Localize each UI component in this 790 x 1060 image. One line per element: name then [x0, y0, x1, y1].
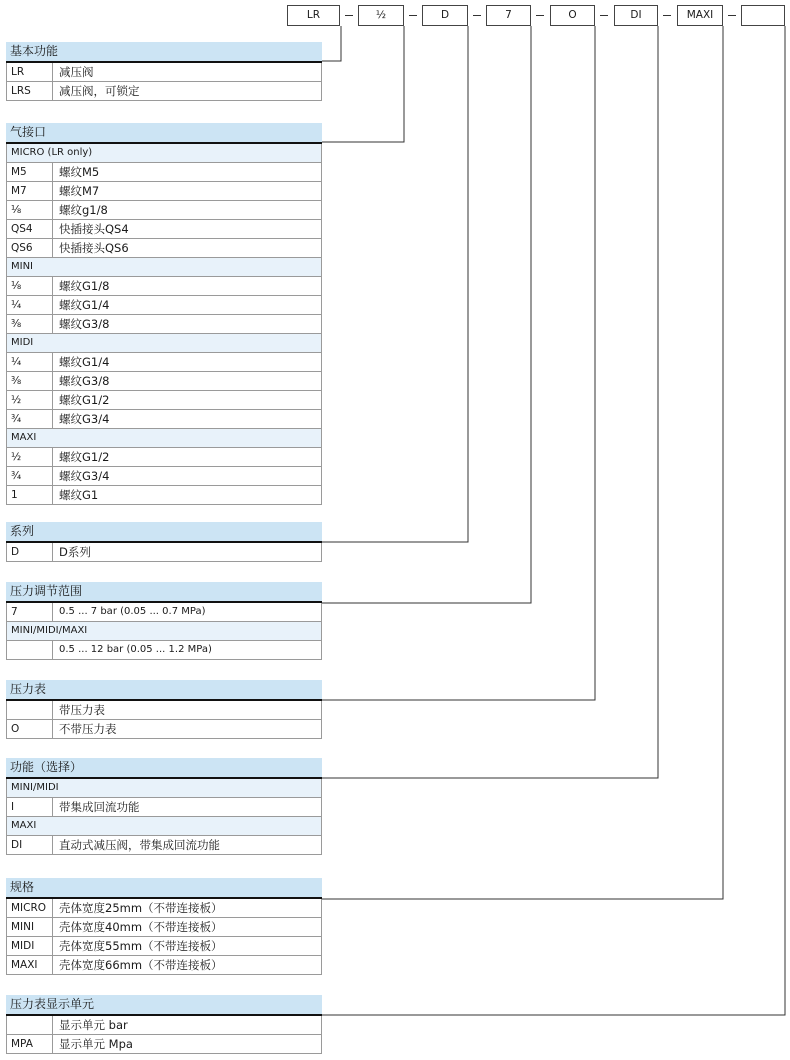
section-title: 规格	[6, 878, 322, 899]
code-separator	[536, 15, 544, 16]
code-separator	[663, 15, 671, 16]
table-row: ¼ 螺纹G1/4	[6, 296, 322, 315]
table-row: DI 直动式减压阀，带集成回流功能	[6, 836, 322, 855]
table-row: ⅛ 螺纹g1/8	[6, 201, 322, 220]
table-row: 显示单元 bar	[6, 1016, 322, 1035]
table-row: 0.5 ... 12 bar (0.05 ... 1.2 MPa)	[6, 641, 322, 660]
table-row: ¾ 螺纹G3/4	[6, 467, 322, 486]
connector-series	[322, 26, 468, 542]
code-separator	[345, 15, 353, 16]
section-title: 系列	[6, 522, 322, 543]
group-label: MAXI	[6, 429, 322, 448]
table-row: 带压力表	[6, 701, 322, 720]
connector-function	[322, 26, 658, 778]
code-box-series: D	[422, 5, 468, 26]
group-label: MIDI	[6, 334, 322, 353]
table-row: ¾ 螺纹G3/4	[6, 410, 322, 429]
code-box-port: ½	[358, 5, 404, 26]
connector-basic	[322, 26, 341, 61]
section-port	[6, 123, 322, 505]
code-box-size: MAXI	[677, 5, 723, 26]
table-row: ⅜ 螺纹G3/8	[6, 315, 322, 334]
table-row: ½ 螺纹G1/2	[6, 391, 322, 410]
table-row: M7 螺纹M7	[6, 182, 322, 201]
table-row: LR 减压阀	[6, 63, 322, 82]
group-label: MINI	[6, 258, 322, 277]
section-function	[6, 758, 322, 855]
table-row: ⅛ 螺纹G1/8	[6, 277, 322, 296]
table-row: ⅜ 螺纹G3/8	[6, 372, 322, 391]
code-separator	[473, 15, 481, 16]
section-title: 压力表显示单元	[6, 995, 322, 1016]
table-row: ¼ 螺纹G1/4	[6, 353, 322, 372]
section-series	[6, 522, 322, 562]
section-basic-function	[6, 42, 322, 101]
table-row: D D系列	[6, 543, 322, 562]
section-title: 基本功能	[6, 42, 322, 63]
group-label: MICRO (LR only)	[6, 144, 322, 163]
connector-gauge	[322, 26, 595, 700]
connector-port	[322, 26, 404, 142]
code-separator	[728, 15, 736, 16]
table-row: QS6 快插接头QS6	[6, 239, 322, 258]
group-label: MINI/MIDI/MAXI	[6, 622, 322, 641]
code-box-gauge: O	[550, 5, 595, 26]
connector-unit	[322, 26, 785, 1015]
section-size	[6, 878, 322, 975]
connector-pressure	[322, 26, 531, 603]
table-row: MPA 显示单元 Mpa	[6, 1035, 322, 1054]
code-separator	[409, 15, 417, 16]
table-row: 1 螺纹G1	[6, 486, 322, 505]
table-row: O 不带压力表	[6, 720, 322, 739]
section-pressure-range	[6, 582, 322, 660]
table-row: LRS 减压阀，可锁定	[6, 82, 322, 101]
table-row: MAXI 壳体宽度66mm（不带连接板）	[6, 956, 322, 975]
code-box-pressure: 7	[486, 5, 531, 26]
table-row: 7 0.5 ... 7 bar (0.05 ... 0.7 MPa)	[6, 603, 322, 622]
section-title: 压力调节范围	[6, 582, 322, 603]
table-row: MICRO 壳体宽度25mm（不带连接板）	[6, 899, 322, 918]
code-separator	[600, 15, 608, 16]
connector-size	[322, 26, 723, 899]
table-row: ½ 螺纹G1/2	[6, 448, 322, 467]
code-box-basic: LR	[287, 5, 340, 26]
table-row: QS4 快插接头QS4	[6, 220, 322, 239]
section-title: 压力表	[6, 680, 322, 701]
group-label: MAXI	[6, 817, 322, 836]
table-row: M5 螺纹M5	[6, 163, 322, 182]
table-row: MIDI 壳体宽度55mm（不带连接板）	[6, 937, 322, 956]
section-title: 功能（选择）	[6, 758, 322, 779]
group-label: MINI/MIDI	[6, 779, 322, 798]
section-gauge	[6, 680, 322, 739]
table-row: I 带集成回流功能	[6, 798, 322, 817]
code-box-unit	[741, 5, 785, 26]
section-display-unit	[6, 995, 322, 1054]
table-row: MINI 壳体宽度40mm（不带连接板）	[6, 918, 322, 937]
section-title: 气接口	[6, 123, 322, 144]
code-box-function: DI	[614, 5, 658, 26]
